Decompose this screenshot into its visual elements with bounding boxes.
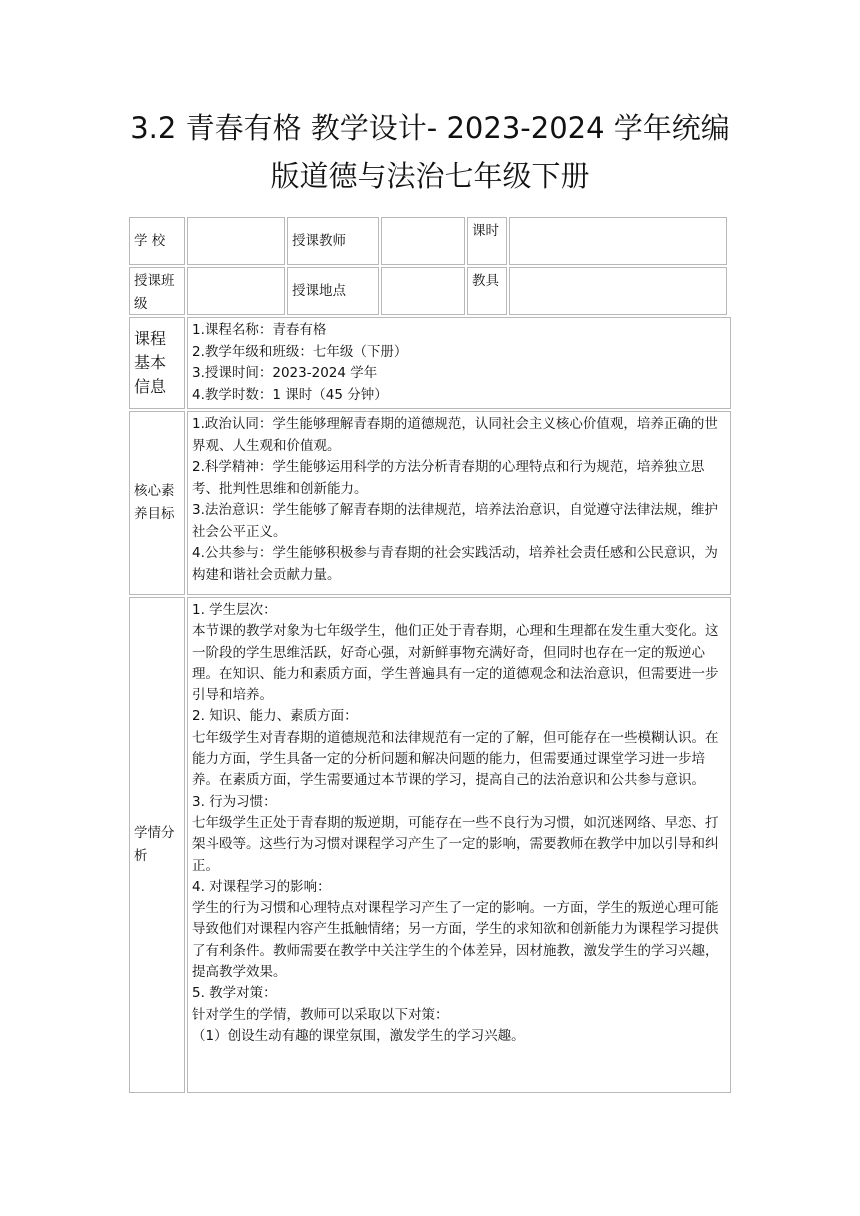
table-row-analysis [128,596,732,1094]
place-value [381,267,465,315]
teacher-value [381,217,465,265]
analysis-heading: 4. 对课程学习的影响： [192,878,331,895]
basic-info-label: 课程基本信息 [129,317,185,409]
core-goal-item: 3.法治意识：学生能够了解青春期的法律规范，培养法治意识，自觉遵守法律法规，维护社会公平正义。 [192,502,718,540]
document-title: 3.2 青春有格 教学设计- 2023-2024 学年统编版道德与法治七年级下册 [130,111,730,193]
basic-info-line: 2.教学年级和班级：七年级（下册） [192,343,408,360]
core-goals-label: 核心素养目标 [129,411,185,595]
period-value [509,217,727,265]
school-value [187,217,285,265]
basic-info-content [187,317,731,409]
tools-label: 教具 [467,267,507,315]
analysis-label: 学情分析 [129,597,185,1093]
analysis-paragraph: 七年级学生正处于青春期的叛逆期，可能存在一些不良行为习惯，如沉迷网络、早恋、打架斗殴等。这些行为习惯对课程学习产生了一定的影响，需要教师在教学中加以引导和纠正。 [192,814,719,874]
class-label: 授课班级 [129,267,185,315]
analysis-paragraph: 本节课的教学对象为七年级学生，他们正处于青春期，心理和生理都在发生重大变化。这一阶段的学生思维活跃，好奇心强，对新鲜事物充满好奇，但同时也存在一定的叛逆心理。在知识、能力和素质方面，学生普遍具有一定的道德观念和法治意识，但需要进一步引导和培养。 [192,623,719,704]
analysis-paragraph: 七年级学生对青春期的道德规范和法律规范有一定的了解，但可能存在一些模糊认识。在能力方面，学生具备一定的分析问题和解决问题的能力，但需要通过课堂学习进一步培养。在素质方面，学生需要通过本节课的学习，提高自己的法治意识和公共参与意识。 [192,729,719,789]
analysis-paragraph: 学生的行为习惯和心理特点对课程学习产生了一定的影响。一方面，学生的叛逆心理可能导致他们对课程内容产生抵触情绪；另一方面，学生的求知欲和创新能力为课程学习提供了有利条件。教师需要在教学中关注学生的个体差异，因材施教，激发学生的学习兴趣，提高教学效果。 [192,900,719,981]
class-value [187,267,285,315]
place-label: 授课地点 [287,267,379,315]
tools-value [509,267,727,315]
analysis-paragraph: 针对学生的学情，教师可以采取以下对策： [192,1006,449,1023]
core-goal-item: 2.科学精神：学生能够运用科学的方法分析青春期的心理特点和行为规范，培养独立思考、批判性思维和创新能力。 [192,459,705,497]
table-row-school [128,216,732,266]
analysis-heading: 2. 知识、能力、素质方面： [192,708,358,725]
analysis-heading: 5. 教学对策： [192,985,277,1002]
basic-info-line: 3.授课时间：2023-2024 学年 [192,365,378,381]
analysis-content [187,597,731,1093]
basic-info-line: 1.课程名称：青春有格 [192,322,327,338]
table-row-core-goals [128,410,732,596]
table-row-class [128,266,732,316]
period-label: 课时 [467,217,507,265]
teacher-label: 授课教师 [287,217,379,265]
analysis-heading: 3. 行为习惯： [192,793,277,810]
analysis-paragraph: （1）创设生动有趣的课堂氛围，激发学生的学习兴趣。 [192,1027,525,1044]
core-goal-item: 4.公共参与：学生能够积极参与青春期的社会实践活动，培养社会责任感和公民意识，为构建和谐社会贡献力量。 [192,545,718,583]
basic-info-line: 4.教学时数：1 课时（45 分钟） [192,386,388,403]
table-row-basic-info [128,316,732,410]
school-label: 学 校 [129,217,185,265]
lesson-plan-table [128,216,732,1094]
core-goals-content [187,411,731,595]
analysis-heading: 1. 学生层次： [192,602,277,618]
core-goal-item: 1.政治认同：学生能够理解青春期的道德规范，认同社会主义核心价值观，培养正确的世界观、人生观和价值观。 [192,416,718,454]
